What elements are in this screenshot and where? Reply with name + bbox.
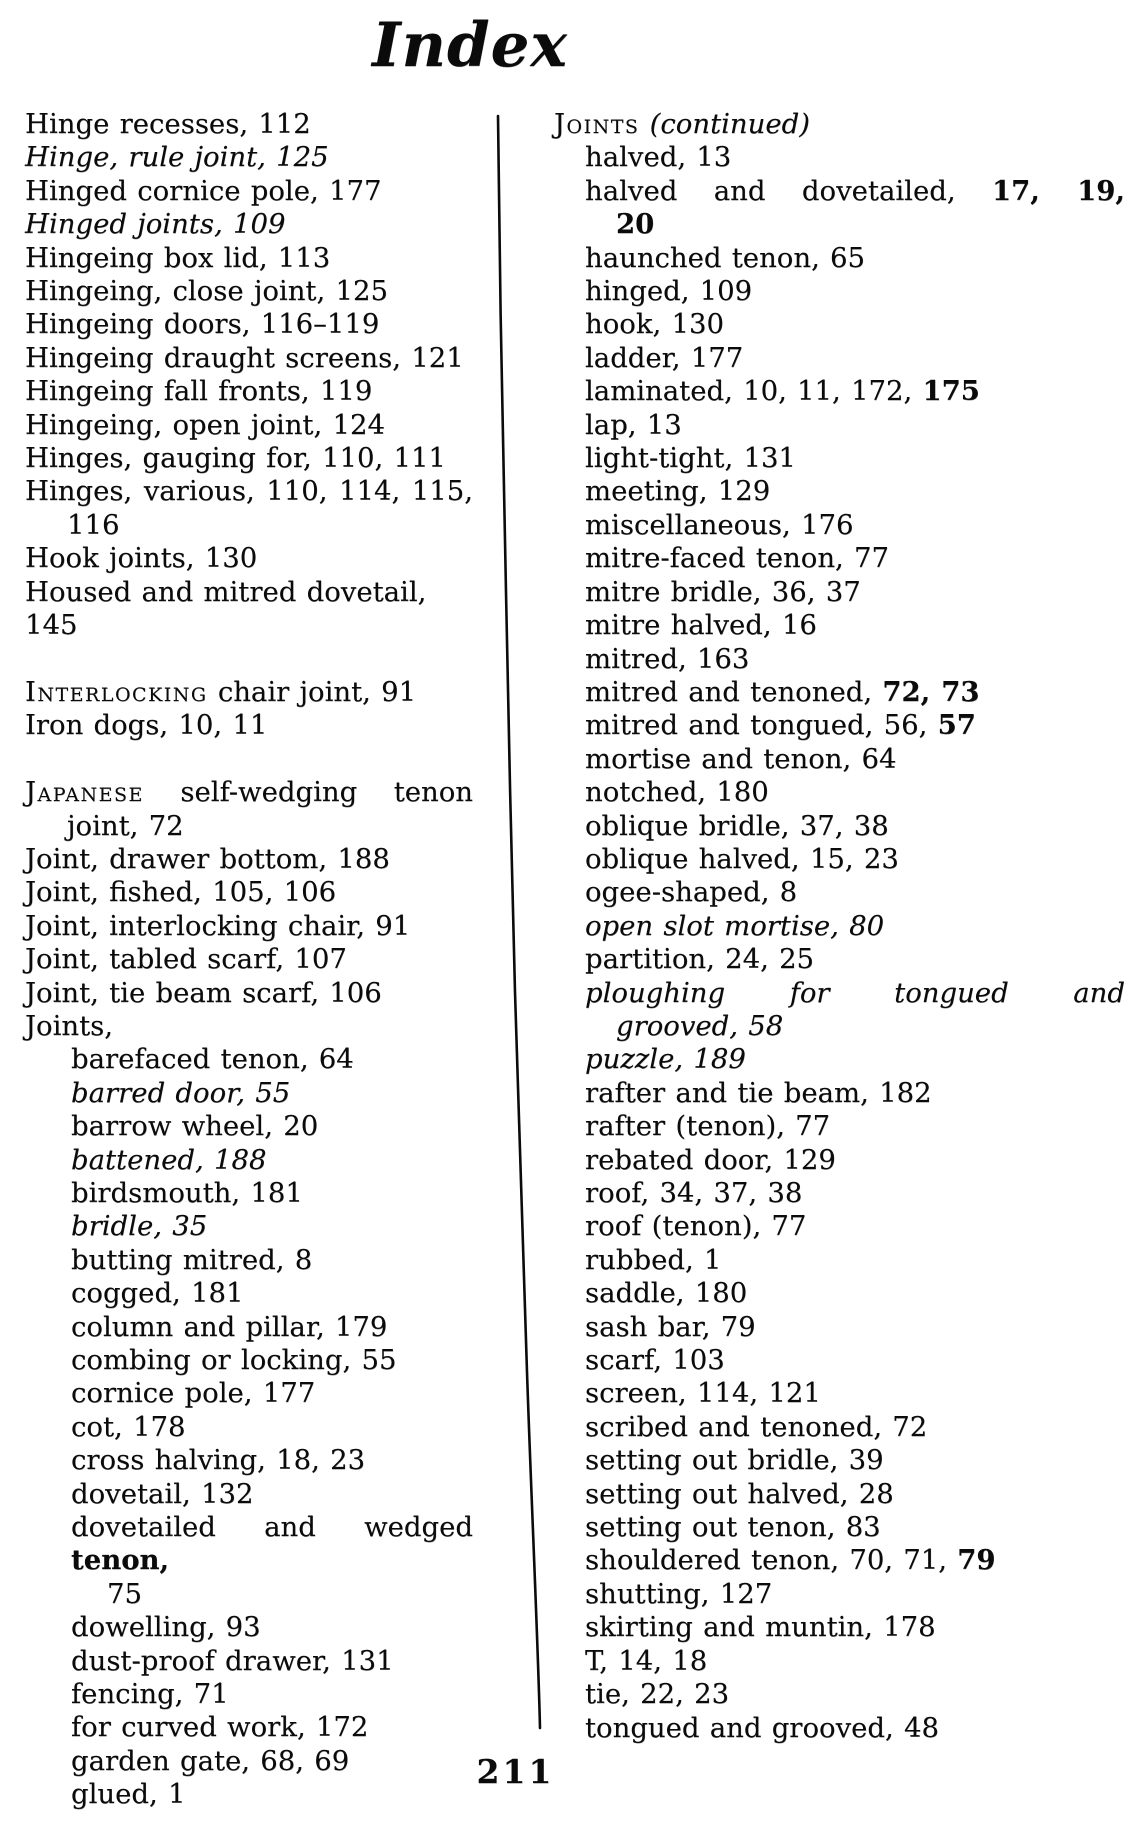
entry-text: ogee-shaped, 8 [585,876,798,909]
column-divider-rule [490,112,554,1742]
index-entry [554,409,1125,442]
index-entry [554,1712,1125,1745]
index-entry [25,1043,473,1076]
index-entry [25,676,473,709]
index-entry [25,843,473,876]
entry-text: rubbed, 1 [585,1243,722,1276]
entry-text: Hinge, rule joint, 125 [25,141,329,174]
index-entry [554,1377,1125,1410]
entry-text: Hingeing doors, 116–119 [25,308,380,341]
entry-text: mitred and tenoned, [585,675,883,708]
index-entry [25,1377,473,1410]
entry-text: miscellaneous, 176 [585,508,854,541]
entry-text: Hinges, gauging for, 110, 111 [25,442,446,475]
entry-text: tenon, [71,1544,170,1577]
index-entry [554,141,1125,174]
entry-text: puzzle, 189 [585,1043,746,1076]
index-entry [554,1177,1125,1210]
entry-text [639,108,649,140]
entry-text: butting mitred, 8 [71,1243,313,1276]
entry-text: light-tight, 131 [585,442,796,475]
index-entry [554,1210,1125,1243]
index-entry [554,1511,1125,1544]
index-entry [25,1478,473,1511]
entry-text: Hinged cornice pole, 177 [25,174,382,207]
index-entry [554,475,1125,508]
index-entry [25,1711,473,1744]
index-entry [554,1611,1125,1644]
index-entry [25,1344,473,1377]
entry-text: Joint, fished, 105, 106 [25,876,337,909]
entry-text: Housed and mitred dovetail, 145 [25,575,427,642]
entry-text: bridle, 35 [71,1210,208,1243]
index-entry [25,1144,473,1177]
index-entry [554,242,1125,275]
entry-text: Hinges, various, 110, 114, 115, [25,475,473,508]
entry-text: Joint, tabled scarf, 107 [25,943,347,976]
index-entry [554,776,1125,809]
index-entry [25,810,473,843]
entry-text: chair joint, 91 [207,675,417,708]
small-caps-headword: Joints [554,108,640,140]
entry-text: for curved work, 172 [71,1711,369,1744]
index-entry [25,1311,473,1344]
index-entry [554,509,1125,542]
index-entry [554,1144,1125,1177]
entry-text: 116 [67,508,120,541]
index-entry [554,876,1125,909]
entry-text: skirting and muntin, 178 [585,1611,936,1644]
entry-text: grooved, 58 [616,1009,784,1042]
index-entry [25,141,473,174]
index-entry [554,1043,1125,1076]
index-entry [554,1478,1125,1511]
index-column-left [25,108,473,1812]
index-entry [25,1645,473,1678]
entry-text: combing or locking, 55 [71,1344,397,1376]
entry-text: barred door, 55 [71,1076,291,1109]
entry-text: dust-proof drawer, 131 [71,1644,394,1677]
entry-text: Hingeing draught screens, 121 [25,341,464,374]
index-entry [554,977,1125,1010]
entry-text: 79 [957,1544,996,1577]
index-entry [554,208,1125,241]
entry-text: setting out bridle, 39 [585,1444,884,1477]
index-entry [554,609,1125,642]
entry-text: mitre-faced tenon, 77 [585,542,890,575]
entry-text: Hinge recesses, 112 [25,108,311,140]
entry-text: joint, 72 [67,809,184,842]
entry-text: Hingeing fall fronts, 119 [25,375,373,408]
page-number: 211 [476,1752,555,1791]
index-entry [554,1678,1125,1711]
index-entry [25,576,473,643]
index-entry [554,1077,1125,1110]
entry-text: hinged, 109 [585,275,753,308]
index-entry [25,108,473,141]
entry-text: laminated, 10, 11, 172, [585,375,923,408]
index-entry [25,943,473,976]
entry-text: open slot mortise, 80 [585,909,885,942]
index-entry [25,977,473,1010]
entry-text: Iron dogs, 10, 11 [25,709,268,742]
entry-text: screen, 114, 121 [585,1377,821,1410]
entry-text: 75 [107,1577,142,1610]
index-entry [554,308,1125,341]
entry-text: garden gate, 68, 69 [71,1744,350,1777]
index-entry [25,475,473,508]
index-entry [25,776,473,809]
entry-text: haunched tenon, 65 [585,241,866,274]
entry-text: Joint, interlocking chair, 91 [25,909,411,942]
index-entry [25,275,473,308]
entry-text: notched, 180 [585,776,769,809]
entry-text: mitre bridle, 36, 37 [585,575,861,608]
entry-text: fencing, 71 [71,1678,229,1711]
entry-text: 72, 73 [882,675,980,708]
index-entry [25,375,473,408]
entry-text: oblique halved, 15, 23 [585,842,899,875]
index-entry [25,876,473,909]
entry-text: setting out halved, 28 [585,1477,894,1510]
entry-text: rafter and tie beam, 182 [585,1076,932,1109]
entry-text: Joint, tie beam scarf, 106 [25,976,382,1009]
entry-text: roof (tenon), 77 [585,1210,807,1243]
entry-text: halved and dovetailed, [585,174,993,207]
entry-text: Hingeing box lid, 113 [25,241,331,274]
entry-text: lap, 13 [585,408,682,441]
index-entry [554,1444,1125,1477]
index-entry [554,375,1125,408]
index-entry [25,1444,473,1477]
index-entry [25,1678,473,1711]
index-entry [25,1210,473,1243]
entry-text: mitre halved, 16 [585,609,817,642]
entry-text: scarf, 103 [585,1344,725,1377]
index-entry [554,108,1125,141]
entry-text: mitred and tongued, 56, [585,709,938,742]
entry-text: tongued and grooved, 48 [585,1711,939,1744]
entry-text: mortise and tenon, 64 [585,742,897,775]
entry-text: T, 14, 18 [585,1644,708,1677]
index-entry [25,542,473,575]
index-entry [554,676,1125,709]
entry-text: Joint, drawer bottom, 188 [25,842,390,875]
index-entry [554,442,1125,475]
entry-text: saddle, 180 [585,1277,748,1310]
index-entry [554,175,1125,208]
entry-text: (continued) [649,108,810,140]
index-entry [554,1544,1125,1577]
entry-text: partition, 24, 25 [585,943,815,976]
index-column-right [554,108,1125,1745]
entry-text: dovetail, 132 [71,1477,254,1510]
entry-text: halved, 13 [585,141,732,174]
index-entry [25,1411,473,1444]
entry-text: Joints, [25,1009,113,1042]
entry-text: oblique bridle, 37, 38 [585,809,889,842]
index-entry [25,1244,473,1277]
small-caps-headword: Japanese [25,776,144,809]
index-entry [25,1578,473,1611]
index-entry [25,242,473,275]
entry-text: cross halving, 18, 23 [71,1444,366,1477]
index-entry [554,1110,1125,1143]
index-entry [554,943,1125,976]
entry-text: Hook joints, 130 [25,542,258,575]
entry-text: scribed and tenoned, 72 [585,1410,928,1443]
index-entry [554,743,1125,776]
entry-text: sash bar, 79 [585,1310,756,1343]
page-title: Index [372,10,568,81]
index-entry [554,1344,1125,1377]
entry-text: Hingeing, close joint, 125 [25,275,388,308]
entry-text: 175 [922,375,980,408]
entry-text: meeting, 129 [585,475,771,508]
index-entry [554,1411,1125,1444]
index-entry [554,342,1125,375]
index-entry [554,1244,1125,1277]
entry-text: 17, 19, [992,174,1125,207]
index-entry [554,275,1125,308]
blank-line [25,643,473,676]
entry-text: rafter (tenon), 77 [585,1110,831,1143]
index-entry [25,1277,473,1310]
entry-text: ploughing for tongued and [585,976,1125,1009]
entry-text: Hingeing, open joint, 124 [25,408,385,441]
index-entry [554,576,1125,609]
entry-text: cornice pole, 177 [71,1377,316,1410]
entry-text: self-wedging tenon [143,776,473,809]
index-entry [25,1010,473,1043]
entry-text: ladder, 177 [585,341,744,374]
index-entry [25,910,473,943]
entry-text: tie, 22, 23 [585,1678,730,1711]
index-entry [554,1311,1125,1344]
entry-text: 57 [937,709,976,742]
small-caps-headword: Interlocking [25,675,208,708]
entry-text: rebated door, 129 [585,1143,836,1176]
entry-text: barrow wheel, 20 [71,1110,319,1143]
entry-text: mitred, 163 [585,642,750,675]
index-entry [554,643,1125,676]
index-entry [554,843,1125,876]
entry-text: barefaced tenon, 64 [71,1043,354,1076]
index-entry [25,509,473,542]
entry-text: hook, 130 [585,308,724,341]
index-entry [25,208,473,241]
index-entry [554,709,1125,742]
index-entry [25,1110,473,1143]
entry-text: battened, 188 [71,1143,267,1176]
entry-text: dovetailed and wedged [71,1511,473,1544]
entry-text: dowelling, 93 [71,1611,261,1644]
index-entry [25,175,473,208]
index-entry [554,1645,1125,1678]
index-entry [554,810,1125,843]
index-entry [25,1177,473,1210]
index-entry [25,1077,473,1110]
index-entry [25,342,473,375]
entry-text: Hinged joints, 109 [25,208,286,241]
entry-text: birdsmouth, 181 [71,1176,303,1209]
index-entry [554,542,1125,575]
entry-text: cogged, 181 [71,1277,244,1310]
entry-text: 20 [616,208,655,241]
entry-text: setting out tenon, 83 [585,1511,881,1544]
entry-text: shouldered tenon, 70, 71, [585,1544,958,1577]
index-entry [25,709,473,742]
index-entry [25,1611,473,1644]
index-entry [554,1277,1125,1310]
entry-text: glued, 1 [71,1778,186,1811]
index-entry [554,910,1125,943]
index-entry [554,1010,1125,1043]
entry-text: shutting, 127 [585,1577,773,1610]
index-entry [25,409,473,442]
index-entry [25,1511,473,1578]
entry-text: roof, 34, 37, 38 [585,1177,803,1209]
blank-line [25,743,473,776]
entry-text: column and pillar, 179 [71,1310,388,1343]
entry-text: cot, 178 [71,1410,186,1443]
index-entry [554,1578,1125,1611]
index-entry [25,308,473,341]
index-entry [25,442,473,475]
